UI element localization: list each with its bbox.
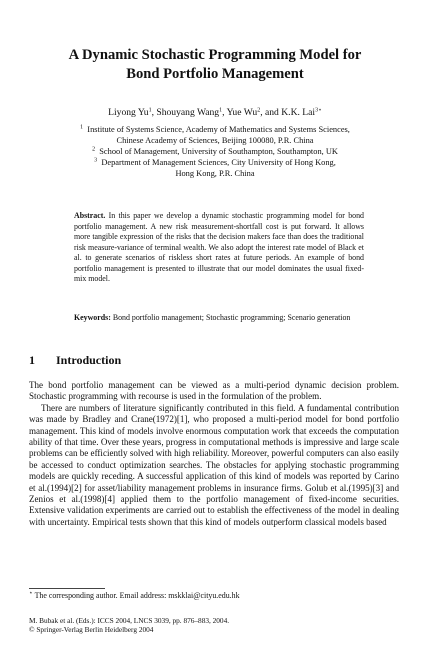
- section-title: Introduction: [56, 353, 122, 367]
- affiliation-line: Hong Kong, P.R. China: [175, 168, 255, 178]
- paragraph: The bond portfolio management can be viewed as a multi-period dynamic decision problem. Stochastic programming with recourse is used in the formulation of the problem.: [29, 380, 399, 402]
- affiliation-line: [20, 158, 410, 169]
- footnote-text: The corresponding author. Email address: mskklai@cityu.edu.hk: [32, 591, 240, 600]
- abstract-label: Abstract.: [74, 211, 106, 220]
- abstract: [74, 211, 364, 285]
- affiliation-line: [20, 125, 410, 136]
- title-line-1: A Dynamic Stochastic Programming Model for: [68, 47, 362, 63]
- paper-title: [20, 46, 410, 84]
- footnote-rule: [29, 588, 105, 589]
- affiliation-text: School of Management, University of Southampton, Southampton, UK: [99, 146, 338, 156]
- affiliations: [20, 125, 410, 180]
- title-line-2: Bond Portfolio Management: [126, 66, 304, 82]
- affiliation-text: Institute of Systems Science, Academy of Mathematics and Systems Sciences,: [87, 125, 350, 134]
- abstract-text: In this paper we develop a dynamic stochastic programming model for bond portfolio management. A new risk measurement-shortfall cost is put forward. It allows more tangible expression of the risks that the decision makers face than does the traditional risk measure-variance of terminal wealth. We also adopt the interest rate model of Black et al. to generate scenarios of riskless short rates at future periods. An example of bond portfolio management is presented to illustrate that our model dominates the usual fixed-mix model.: [74, 211, 364, 283]
- affiliation-mark: 3: [94, 157, 98, 164]
- author-separator: ,: [151, 107, 157, 118]
- author-affiliation-mark: 1: [148, 107, 152, 114]
- author-list: [20, 107, 410, 119]
- author-affiliation-mark: 1: [219, 107, 223, 114]
- copyright-line: © Springer-Verlag Berlin Heidelberg 2004: [29, 624, 154, 634]
- author-affiliation-mark: 3⋆: [315, 107, 322, 114]
- paragraph: There are numbers of literature significantly contributed in this field. A fundamental contribution was made by Bradley and Crane(1972)[1], who proposed a multi-period model for bond portfolio management. This kind of models involve enormous computation work that exceeds the computation ability of that time. Over these years, progress in computational methods is impressive and large scale problems can be efficiently solved with high reliability. Moreover, powerful computers can also easily be accessed to conduct optimization searches. The obstacles for applying stochastic programming models are quickly receding. A successful application of this kind of models was reported by Carino et al.(1994)[2] for asset/liability management problems in insurance firms. Golub et al.(1995)[3] and Zenios et al.(1998)[4] applied them to the portfolio management of fixed-income securities. Extensive validation experiments are carried out to establish the effectiveness of the model in dealing with uncertainty. Empirical tests shown that this kind of models outperform classical models based: [29, 402, 399, 527]
- author-name: Liyong Yu: [108, 107, 149, 118]
- author-separator: , and: [260, 107, 282, 118]
- affiliation-text: Department of Management Sciences, City University of Hong Kong,: [101, 157, 336, 167]
- body-text: [29, 380, 399, 528]
- author-affiliation-mark: 2: [257, 107, 261, 114]
- footnote-mark: ⋆: [29, 590, 33, 597]
- section-heading: [29, 353, 409, 367]
- keywords: [74, 313, 364, 324]
- affiliation-mark: 2: [92, 146, 96, 153]
- publisher-citation: M. Bubak et al. (Eds.): ICCS 2004, LNCS 3039, pp. 876–883, 2004.: [29, 616, 230, 625]
- footnote: [29, 591, 409, 601]
- affiliation-mark: 1: [80, 124, 84, 131]
- affiliation-line: Chinese Academy of Sciences, Beijing 100080, P.R. China: [116, 135, 314, 145]
- author-name: K.K. Lai: [281, 107, 316, 118]
- author-name: Shouyang Wang: [156, 107, 220, 118]
- keywords-text: Bond portfolio management; Stochastic programming; Scenario generation: [112, 313, 351, 322]
- author-separator: ,: [222, 107, 227, 118]
- publisher-info: [29, 617, 409, 635]
- section-number: 1: [29, 353, 35, 367]
- keywords-label: Keywords:: [74, 313, 111, 322]
- affiliation-line: [20, 147, 410, 158]
- author-name: Yue Wu: [226, 107, 258, 118]
